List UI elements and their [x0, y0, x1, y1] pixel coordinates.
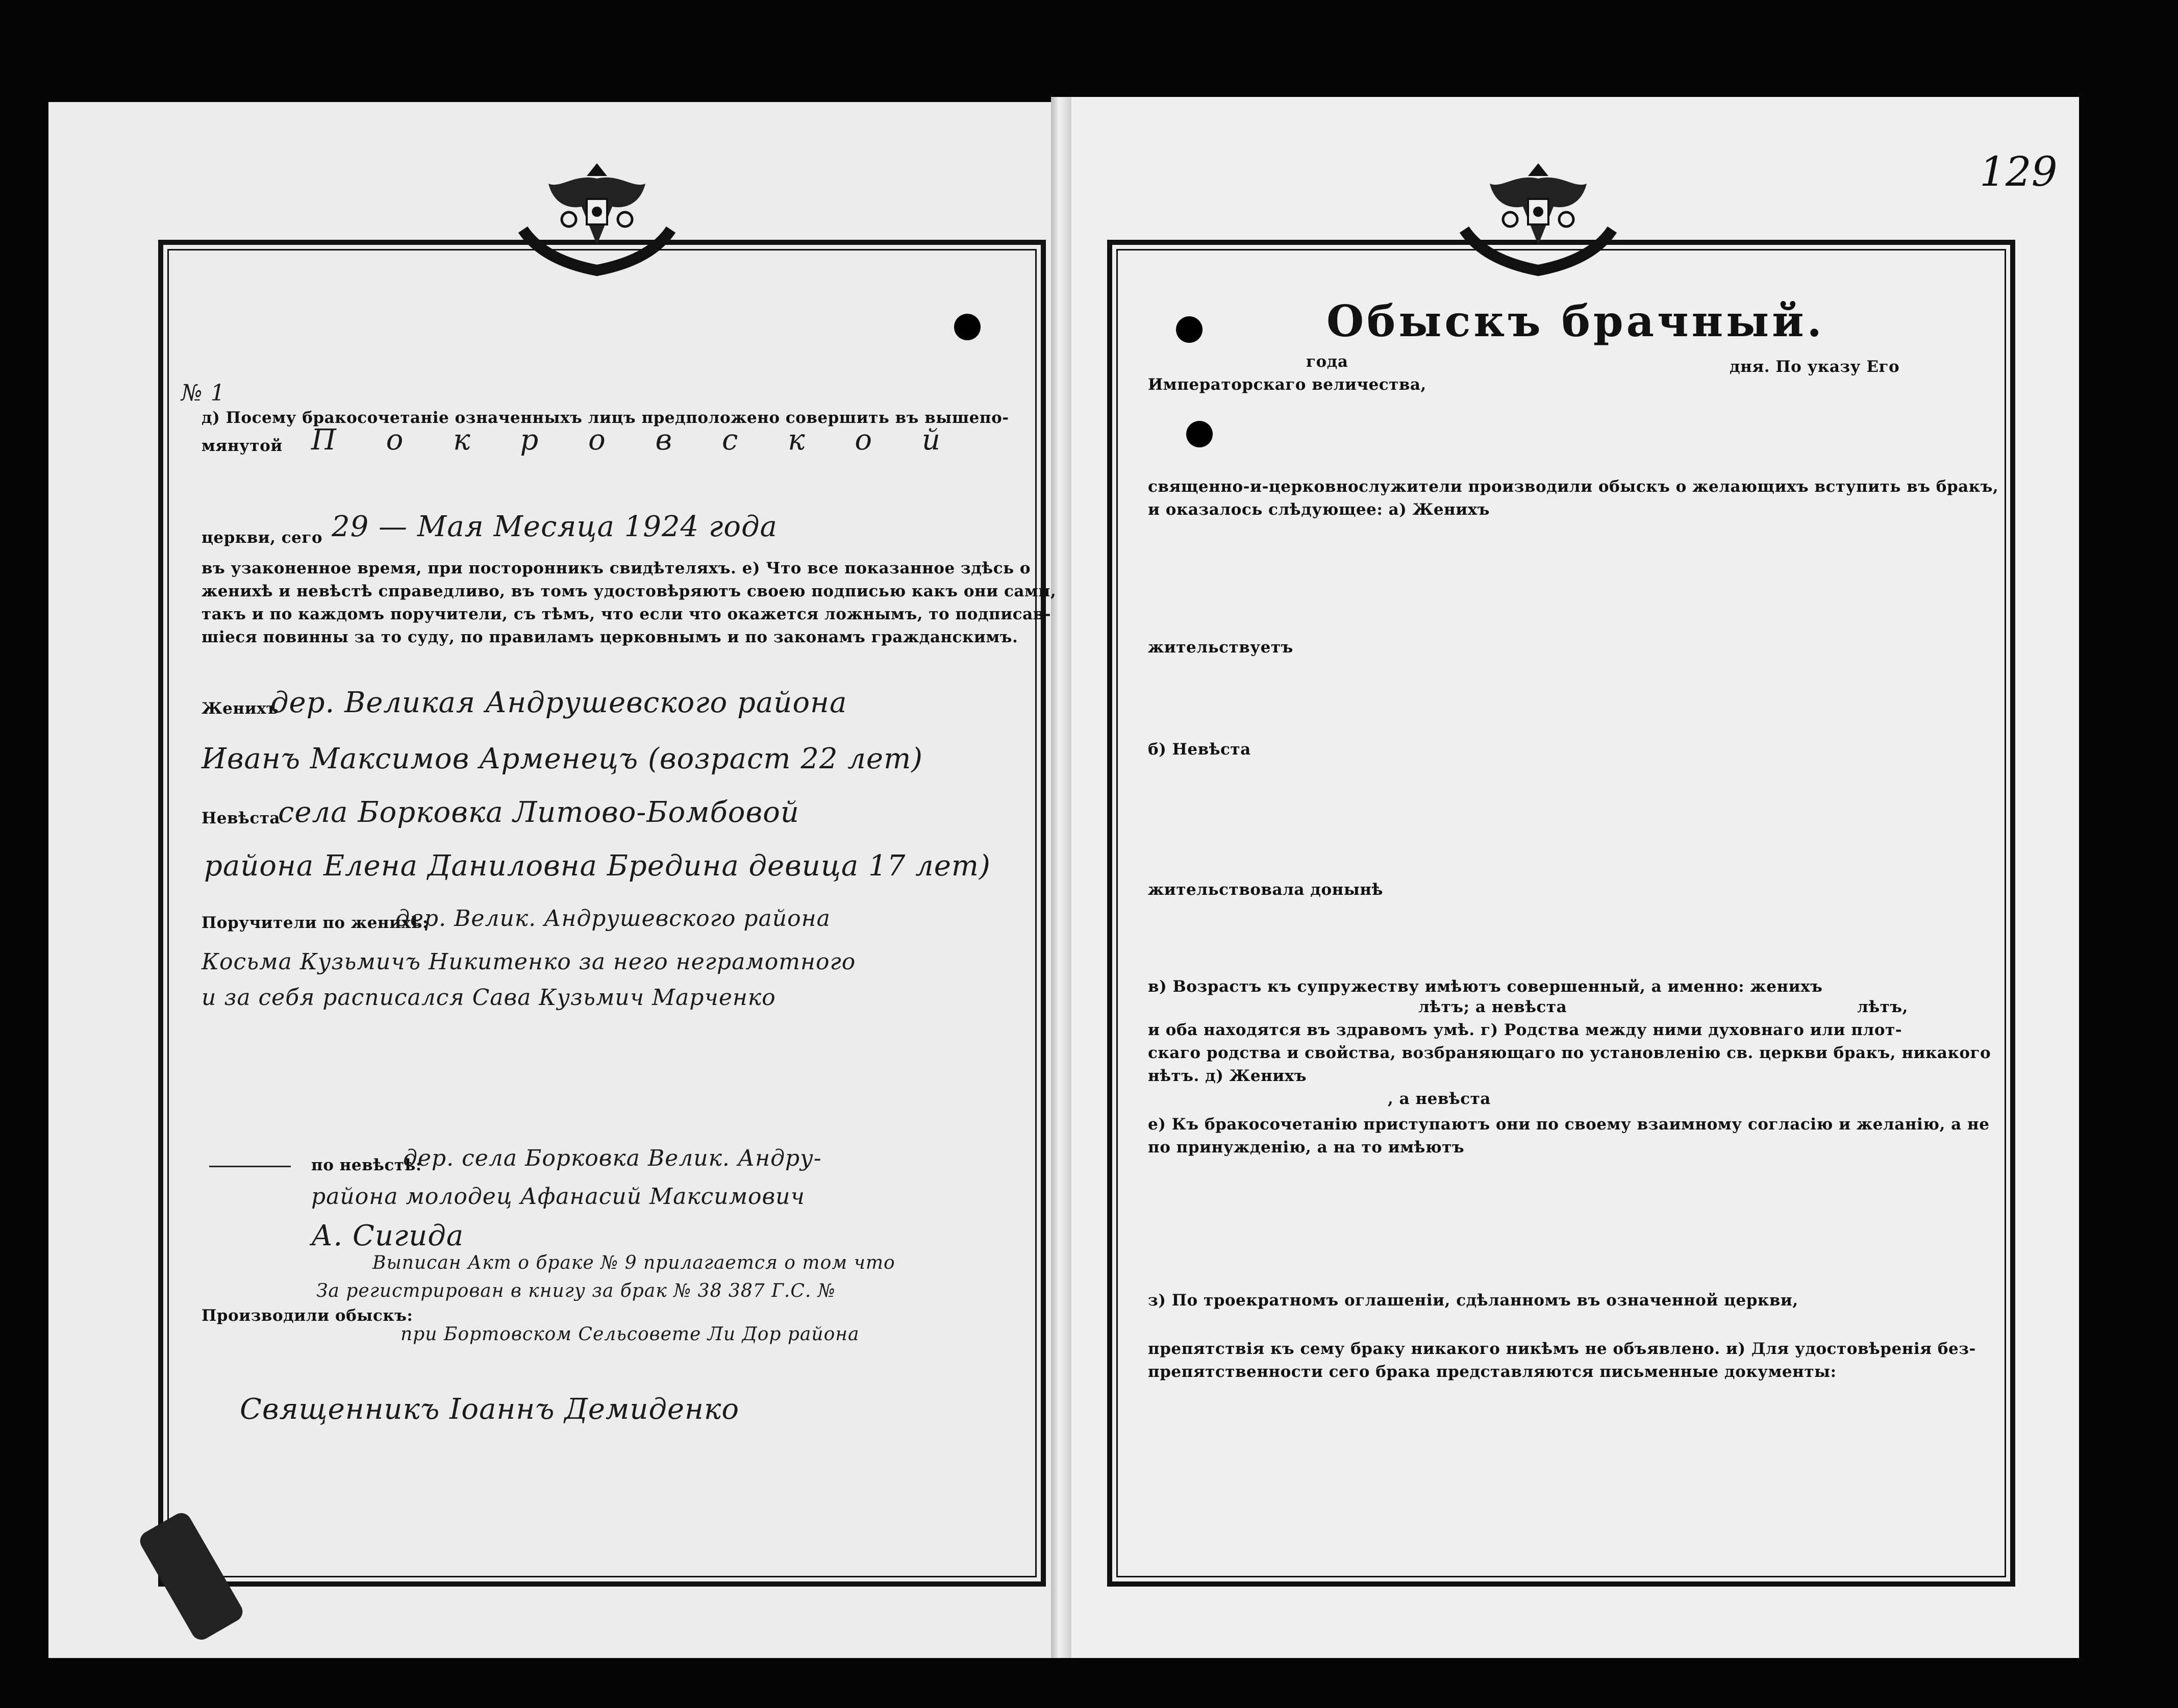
groom-sureties-label: Поручители по женихѣ: — [202, 914, 429, 932]
bride-sureties-handwritten-1: дер. села Борковка Велик. Андру- — [403, 1145, 822, 1171]
right-print-line: по принужденію, а на то имѣютъ — [1148, 1138, 1465, 1157]
year-label: года — [1306, 353, 1348, 371]
groom-label: Женихъ — [202, 699, 279, 718]
right-print-line: , а невѣста — [1388, 1090, 1491, 1108]
groom-sureties-handwritten-2: Косьма Кузьмичъ Никитенко за него неграмотного — [202, 949, 856, 975]
priest-signature: Священникъ Іоаннъ Демиденко — [240, 1393, 740, 1426]
right-print-line: жительствуетъ — [1148, 638, 1293, 657]
left-print-line: мянутой — [202, 437, 283, 455]
groom-sureties-handwritten-1: дер. Велик. Андрушевского района — [395, 906, 831, 932]
binding-hole — [1176, 316, 1203, 343]
right-print-line: б) Невѣста — [1148, 740, 1251, 759]
binding-hole — [954, 314, 981, 340]
right-print-line: жительствовала донынѣ — [1148, 881, 1383, 899]
right-print-line: нѣтъ. д) Женихъ — [1148, 1067, 1307, 1085]
bride-handwritten-1: села Борковка Литово-Бомбовой — [278, 796, 799, 829]
registration-note-1: Выписан Акт о браке № 9 прилагается о том что — [372, 1252, 895, 1273]
church-name-handwritten: П о к р о в с к о й — [311, 423, 961, 457]
conducted-label: Производили обыскъ: — [202, 1307, 413, 1325]
left-print-line: въ узаконенное время, при посторонникъ свидѣтеляхъ. е) Что все показанное здѣсь о — [202, 559, 1031, 577]
left-print-line: церкви, сего — [202, 529, 323, 547]
right-print-line: препятствія къ сему браку никакого никѣмъ не объявлено. и) Для удостовѣренія без- — [1148, 1340, 1976, 1358]
right-print-line: в) Возрастъ къ супружеству имѣютъ совершенный, а именно: женихъ — [1148, 977, 1823, 996]
registration-note-3: при Бортовском Сельсовете Ли Дор района — [400, 1324, 860, 1345]
entry-number: № 1 — [181, 380, 226, 406]
bride-handwritten-2: района Елена Даниловна Бредина девица 17 лет) — [204, 849, 991, 883]
blank-rule — [209, 1166, 291, 1167]
right-print-line: лѣтъ; а невѣста — [1418, 998, 1567, 1016]
bride-sureties-handwritten-2: района молодец Афанасий Максимович — [311, 1184, 805, 1210]
left-print-line: женихѣ и невѣстѣ справедливо, въ томъ удостовѣряютъ своею подписью какъ они сами, — [202, 582, 1057, 600]
document-title: Обыскъ брачный. — [1326, 296, 1825, 346]
right-print-line: и оказалось слѣдующее: а) Женихъ — [1148, 500, 1490, 519]
book-spine — [1051, 97, 1071, 1658]
imperial-eagle-crest-right — [1454, 143, 1622, 286]
right-print-line: е) Къ бракосочетанію приступаютъ они по своему взаимному согласію и желанію, а не — [1148, 1115, 1990, 1134]
groom-handwritten-2: Иванъ Максимов Арменецъ (возраст 22 лет) — [202, 742, 923, 775]
right-print-line: лѣтъ, — [1857, 998, 1908, 1016]
binding-hole — [1186, 421, 1213, 447]
left-print-line: д) Посему бракосочетаніе означенныхъ лицъ предположено совершить въ вышепо- — [202, 409, 1009, 427]
right-page-frame — [1107, 240, 2015, 1587]
right-print-line: скаго родства и свойства, возбраняющаго по установленію св. церкви бракъ, никакого — [1148, 1044, 1991, 1062]
right-print-line: препятственности сего брака представляются письменные документы: — [1148, 1363, 1837, 1381]
surety-signature: А. Сигида — [311, 1219, 464, 1252]
right-print-line: з) По троекратномъ оглашеніи, сдѣланномъ въ означенной церкви, — [1148, 1291, 1798, 1310]
right-print-line: священно-и-церковнослужители производили обыскъ о желающихъ вступить въ бракъ, — [1148, 478, 1999, 496]
groom-handwritten-1: дер. Великая Андрушевского района — [270, 686, 847, 719]
page-number: 129 — [1980, 148, 2058, 195]
right-print-line: дня. По указу Его — [1730, 358, 1900, 376]
bride-label: Невѣста — [202, 809, 281, 827]
groom-sureties-handwritten-3: и за себя расписался Сава Кузьмич Марченко — [202, 985, 776, 1011]
imperial-eagle-crest-left — [513, 143, 681, 286]
right-print-line: и оба находятся въ здравомъ умѣ. г) Родства между ними духовнаго или плот- — [1148, 1021, 1902, 1039]
left-print-line: шіеся повинны за то суду, по правиламъ церковнымъ и по законамъ гражданскимъ. — [202, 628, 1018, 646]
bride-sureties-label: по невѣстѣ: — [311, 1156, 422, 1174]
registration-note-2: За регистрирован в книгу за брак № 38 387 Г.С. № — [316, 1280, 836, 1301]
marriage-date-handwritten: 29 — Мая Месяца 1924 года — [332, 510, 778, 543]
right-print-line: Императорскаго величества, — [1148, 375, 1426, 394]
left-print-line: такъ и по каждомъ поручители, съ тѣмъ, что если что окажется ложнымъ, то подписав- — [202, 605, 1052, 623]
